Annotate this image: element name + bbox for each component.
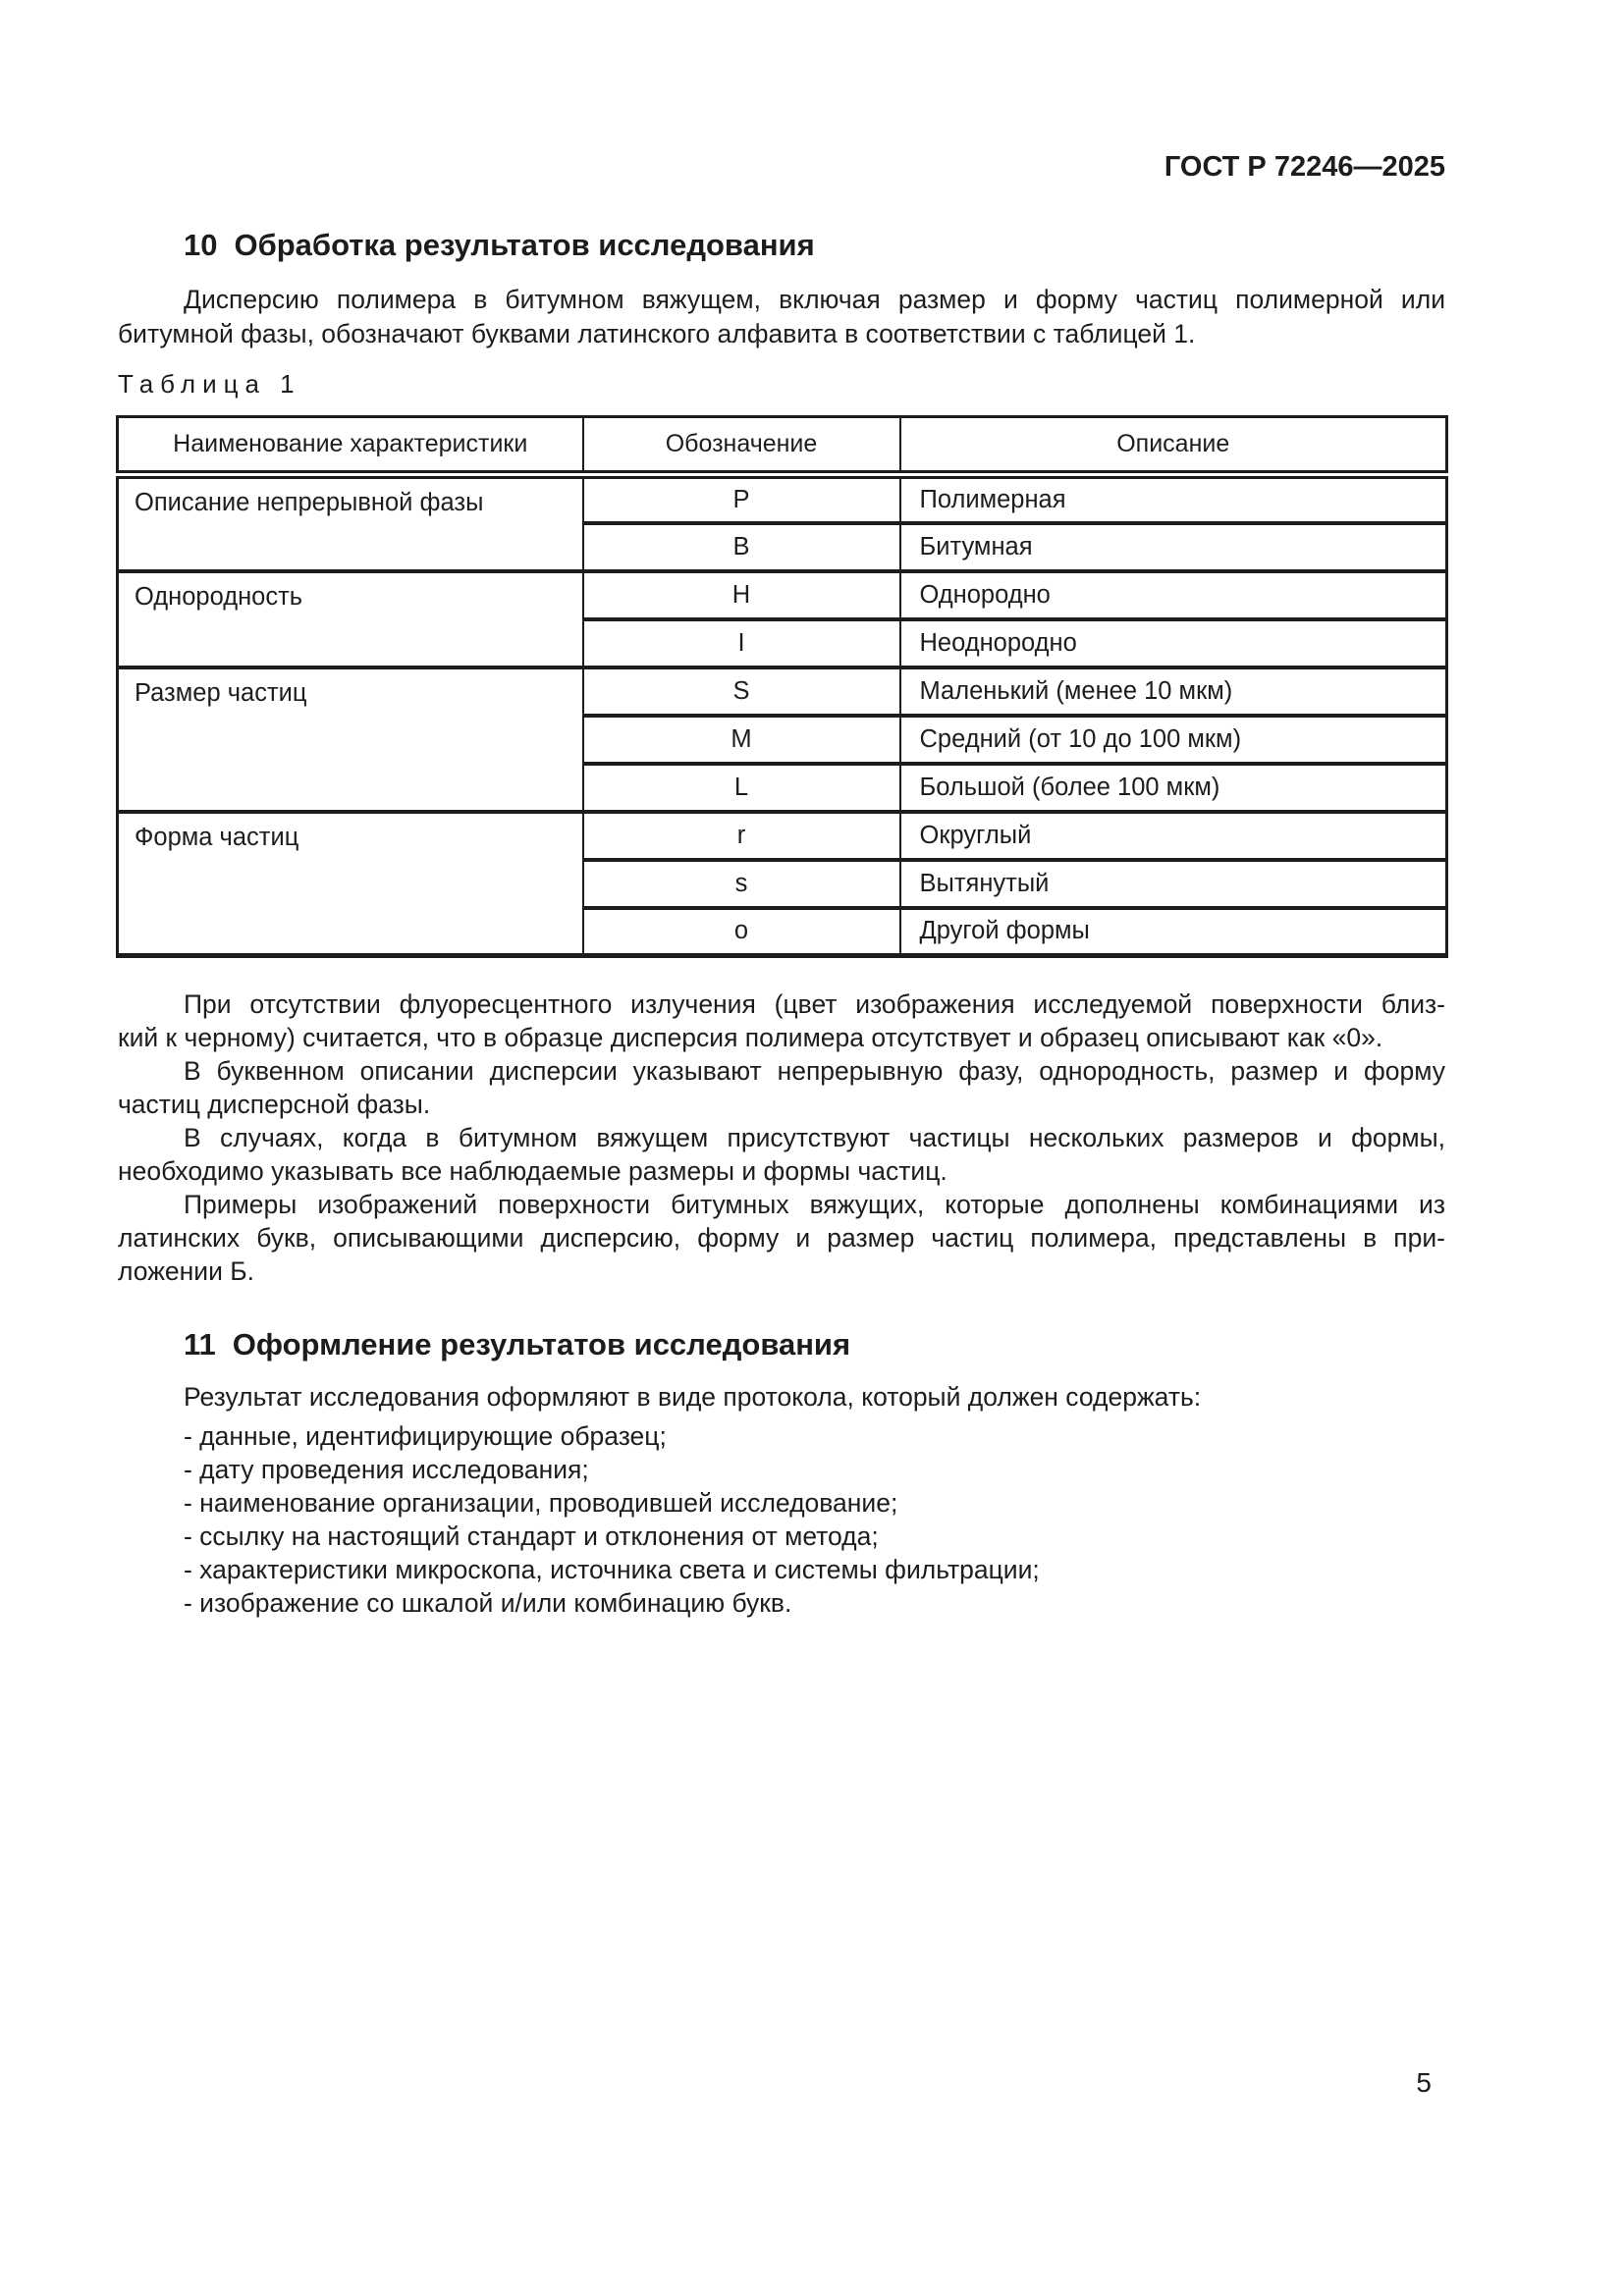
description-cell: Маленький (менее 10 мкм)	[900, 667, 1447, 716]
description-cell: Средний (от 10 до 100 мкм)	[900, 716, 1447, 764]
paragraph-line: Примеры изображений поверхности битумных вяжущих, которые дополнены комбинациями из	[184, 1190, 1445, 1219]
table-1	[116, 415, 1448, 958]
section-11-title: Оформление результатов исследования	[232, 1327, 851, 1362]
description-cell: Округлый	[900, 812, 1447, 860]
paragraph-line: частиц дисперсной фазы.	[118, 1090, 431, 1119]
section-10-number: 10	[184, 228, 218, 262]
list-item: - дату проведения исследования;	[184, 1455, 589, 1484]
description-cell: Вытянутый	[900, 860, 1447, 908]
description-cell: Полимерная	[900, 475, 1447, 523]
page-number: 5	[1416, 2067, 1432, 2098]
paragraph-line: В буквенном описании дисперсии указывают непрерывную фазу, однородность, размер и форму	[184, 1056, 1445, 1086]
section-11-intro-paragraph: Результат исследования оформляют в виде протокола, который должен содержать:	[184, 1382, 1202, 1412]
description-cell: Другой формы	[900, 908, 1447, 956]
code-cell: o	[583, 908, 900, 956]
list-item: - изображение со шкалой и/или комбинацию букв.	[184, 1588, 792, 1618]
code-cell: L	[583, 764, 900, 812]
document-code-header: ГОСТ Р 72246—2025	[1164, 151, 1445, 183]
description-cell: Однородно	[900, 571, 1447, 619]
description-cell: Неоднородно	[900, 619, 1447, 667]
code-cell: H	[583, 571, 900, 619]
code-cell: B	[583, 523, 900, 571]
section-10-intro-paragraph	[118, 283, 1445, 351]
table-header-characteristic: Наименование характеристики	[118, 417, 583, 475]
section-10-body	[118, 988, 1445, 1288]
table-row	[118, 812, 1447, 860]
table-row	[118, 571, 1447, 619]
list-item: - ссылку на настоящий стандарт и отклонения от метода;	[184, 1522, 879, 1551]
table-1-caption: Таблица 1	[118, 369, 301, 399]
code-cell: r	[583, 812, 900, 860]
paragraph-line: кий к черному) считается, что в образце дисперсия полимера отсутствует и образец описывают как «0».	[118, 1023, 1383, 1052]
list-item: - наименование организации, проводившей исследование;	[184, 1488, 898, 1518]
section-10-title: Обработка результатов исследования	[234, 228, 815, 262]
paragraph-line: Дисперсию полимера в битумном вяжущем, включая размер и форму частиц полимерной или	[184, 285, 1445, 314]
table-header-description: Описание	[900, 417, 1447, 475]
description-cell: Битумная	[900, 523, 1447, 571]
code-cell: M	[583, 716, 900, 764]
characteristic-name-cell: Форма частиц	[118, 812, 583, 956]
paragraph-line: необходимо указывать все наблюдаемые размеры и формы частиц.	[118, 1156, 947, 1186]
code-cell: I	[583, 619, 900, 667]
protocol-requirements-list	[184, 1419, 1450, 1620]
paragraph-line: При отсутствии флуоресцентного излучения (цвет изображения исследуемой поверхности близ-	[184, 989, 1445, 1019]
table-header-designation: Обозначение	[583, 417, 900, 475]
code-cell: S	[583, 667, 900, 716]
section-10-heading	[184, 226, 815, 265]
table-header-row	[118, 417, 1447, 475]
paragraph-line: латинских букв, описывающими дисперсию, форму и размер частиц полимера, представлены в при-	[118, 1223, 1445, 1253]
list-item: - данные, идентифицирующие образец;	[184, 1421, 667, 1451]
table-row	[118, 475, 1447, 523]
list-item: - характеристики микроскопа, источника света и системы фильтрации;	[184, 1555, 1040, 1584]
code-cell: P	[583, 475, 900, 523]
description-cell: Большой (более 100 мкм)	[900, 764, 1447, 812]
characteristic-name-cell: Однородность	[118, 571, 583, 667]
section-11-heading	[184, 1325, 850, 1364]
code-cell: s	[583, 860, 900, 908]
table-row	[118, 667, 1447, 716]
characteristic-name-cell: Размер частиц	[118, 667, 583, 812]
paragraph-line: В случаях, когда в битумном вяжущем присутствуют частицы нескольких размеров и формы,	[184, 1123, 1445, 1152]
paragraph-line: битумной фазы, обозначают буквами латинского алфавита в соответствии с таблицей 1.	[118, 319, 1196, 348]
characteristic-name-cell: Описание непрерывной фазы	[118, 475, 583, 571]
section-11-number: 11	[184, 1327, 216, 1362]
paragraph-line: ложении Б.	[118, 1256, 255, 1286]
